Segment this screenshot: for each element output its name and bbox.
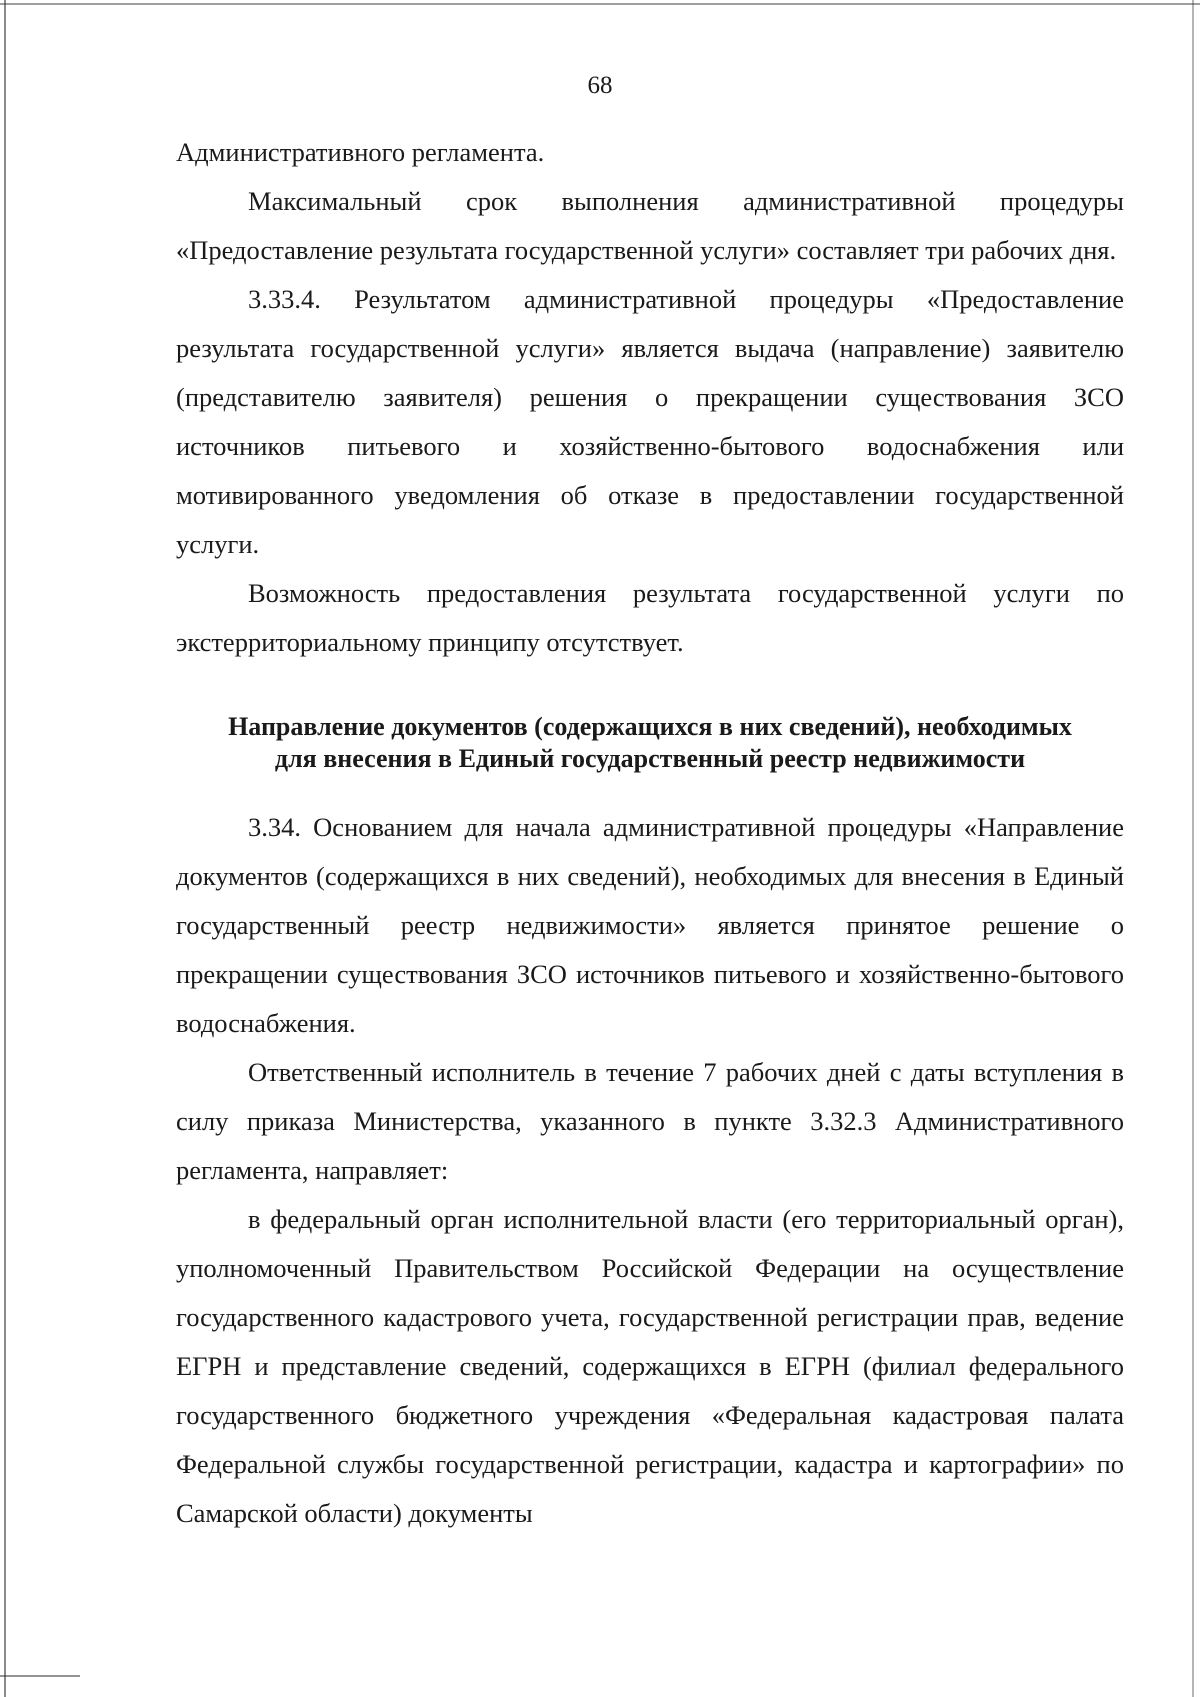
scan-border-left [4,0,6,1697]
scan-border-bottom [0,1675,80,1677]
scan-border-top [0,3,1200,5]
paragraph-3-34: 3.34. Основанием для начала административной процедуры «Направление документов (содержащихся в них сведений), необходимых для внесения в Единый государственный реестр недвижимости» является принятое решение о прекращении существования ЗСО источников питьевого и хозяйственно-бытового водоснабжения. [176,812,1124,1038]
paragraph-continuation: Административного регламента. [176,137,545,167]
paragraph-federal-body: в федеральный орган исполнительной власти (его территориальный орган), уполномоченный Правительством Российской Федерации на осуществление государственного кадастрового учета, государственной регистрации прав, ведение ЕГРН и представление сведений, содержащихся в ЕГРН (филиал федерального государственного бюджетного учреждения «Федеральная кадастровая палата Федеральной службы государственной регистрации, кадастра и картографии» по Самарской области) документы [176,1204,1124,1528]
document-body [176,128,1124,1538]
paragraph-responsible-executor: Ответственный исполнитель в течение 7 рабочих дней с даты вступления в силу приказа Министерства, указанного в пункте 3.32.3 Административного регламента, направляет: [176,1057,1124,1185]
paragraph-3-33-4: 3.33.4. Результатом административной процедуры «Предоставление результата государственной услуги» является выдача (направление) заявителю (представителю заявителя) решения о прекращении существования ЗСО источников питьевого и хозяйственно-бытового водоснабжения или мотивированного уведомления об отказе в предоставлении государственной услуги. [176,284,1124,559]
section-heading-line-2: для внесения в Единый государственный реестр недвижимости [274,744,1026,773]
paragraph-extraterritorial: Возможность предоставления результата государственной услуги по экстерриториальному принципу отсутствует. [176,578,1124,657]
section-heading-line-1: Направление документов (содержащихся в них сведений), необходимых [228,712,1072,741]
page-number: 68 [587,72,613,99]
paragraph-max-term: Максимальный срок выполнения административной процедуры «Предоставление результата государственной услуги» составляет три рабочих дня. [176,186,1124,265]
section-heading [176,711,1124,775]
scan-border-right [1192,0,1194,1697]
